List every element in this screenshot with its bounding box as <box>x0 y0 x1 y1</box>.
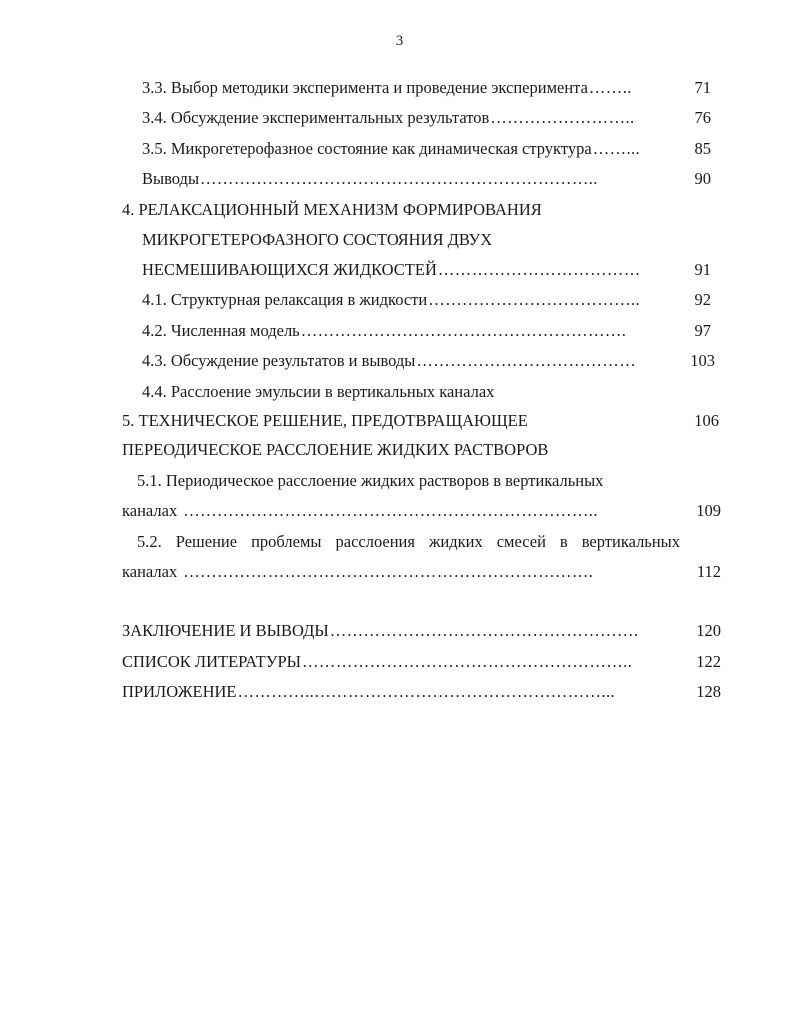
toc-entry-4-1 <box>142 290 676 310</box>
toc-dot-leader: ………………………………………………….. <box>302 652 633 671</box>
toc-dot-leader: ………………………………… <box>416 351 637 370</box>
toc-entry-title: Выводы <box>142 169 200 188</box>
toc-entry-references <box>122 652 676 672</box>
toc-chapter-5-line-2: ПЕРЕОДИЧЕСКОЕ РАССЛОЕНИЕ ЖИДКИХ РАСТВОРОВ <box>122 440 549 459</box>
toc-entry-3-3 <box>142 78 680 98</box>
toc-entry-conclusion <box>122 621 676 641</box>
toc-entry-title: ЗАКЛЮЧЕНИЕ И ВЫВОДЫ <box>122 621 329 640</box>
toc-dot-leader: ……………………………….. <box>428 290 641 309</box>
toc-page-number: 91 <box>694 260 711 279</box>
toc-page-number: 112 <box>696 562 721 581</box>
toc-chapter-4-line-3 <box>142 260 676 280</box>
toc-entry-3-4 <box>142 108 680 128</box>
toc-chapter-4-line-2: МИКРОГЕТЕРОФАЗНОГО СОСТОЯНИЯ ДВУХ <box>142 230 493 249</box>
toc-chapter-4-line-1: 4. РЕЛАКСАЦИОННЫЙ МЕХАНИЗМ ФОРМИРОВАНИЯ <box>122 200 542 219</box>
toc-dot-leader: …………………………………………………………….. <box>200 169 598 188</box>
toc-entry-4-4: 4.4. Расслоение эмульсии в вертикальных каналах <box>142 382 495 401</box>
toc-entry-title: ПРИЛОЖЕНИЕ <box>122 682 237 701</box>
toc-dot-leader: ………………………………………………………………. <box>183 562 594 581</box>
toc-entry-title: СПИСОК ЛИТЕРАТУРЫ <box>122 652 302 671</box>
toc-page-number: 103 <box>690 351 715 370</box>
toc-page-number: 128 <box>696 682 721 701</box>
toc-entry-title: 3.5. Микрогетерофазное состояние как динамическая структура <box>142 139 592 158</box>
toc-page-number: 76 <box>694 108 711 127</box>
toc-page-number: 85 <box>694 139 711 158</box>
toc-entry-title: 4.3. Обсуждение результатов и выводы <box>142 351 416 370</box>
toc-dot-leader: ………………………………………………. <box>329 621 639 640</box>
toc-page-number: 109 <box>696 501 721 520</box>
toc-dot-leader: ……………………………………………………………….. <box>183 501 598 520</box>
toc-dot-leader: ……………………………… <box>437 260 641 279</box>
toc-page-number: 120 <box>696 621 721 640</box>
toc-entry-title: 4.1. Структурная релаксация в жидкости <box>142 290 428 309</box>
toc-entry-4-3 <box>142 351 676 371</box>
toc-entry-appendix <box>122 682 680 702</box>
toc-dot-leader: …………………………………………………. <box>300 321 627 340</box>
toc-page-number: 92 <box>694 290 711 309</box>
toc-page-number: 97 <box>694 321 711 340</box>
toc-page-number: 122 <box>696 652 721 671</box>
toc-dot-leader: …….. <box>588 78 632 97</box>
toc-entry-5-1-line-2 <box>122 501 680 521</box>
toc-dot-leader: ……... <box>592 139 641 158</box>
toc-page-number: 106 <box>694 411 719 430</box>
toc-page-number: 71 <box>694 78 711 97</box>
toc-chapter-5-line-1: 5. ТЕХНИЧЕСКОЕ РЕШЕНИЕ, ПРЕДОТВРАЩАЮЩЕЕ <box>122 411 528 430</box>
toc-dot-leader: …………..……………………………………………... <box>237 682 616 701</box>
toc-entry-5-2-line-2 <box>122 562 676 582</box>
toc-entry-title: каналах <box>122 562 178 581</box>
toc-entry-3-conclusions <box>142 169 680 189</box>
toc-entry-4-2 <box>142 321 676 341</box>
toc-entry-title: 3.4. Обсуждение экспериментальных результатов <box>142 108 490 127</box>
toc-entry-title: 4.2. Численная модель <box>142 321 300 340</box>
toc-entry-title: 3.3. Выбор методики эксперимента и проведение эксперимента <box>142 78 588 97</box>
page-number: 3 <box>395 33 404 49</box>
toc-entry-title: каналах <box>122 501 178 520</box>
toc-entry-title: НЕСМЕШИВАЮЩИХСЯ ЖИДКОСТЕЙ <box>142 260 437 279</box>
toc-entry-5-2-line-1: 5.2. Решение проблемы расслоения жидких смесей в вертикальных <box>137 532 680 551</box>
toc-entry-3-5 <box>142 139 680 159</box>
toc-entry-5-1-line-1: 5.1. Периодическое расслоение жидких растворов в вертикальных <box>137 471 604 490</box>
toc-dot-leader: …………………….. <box>490 108 635 127</box>
toc-page-number: 90 <box>694 169 711 188</box>
